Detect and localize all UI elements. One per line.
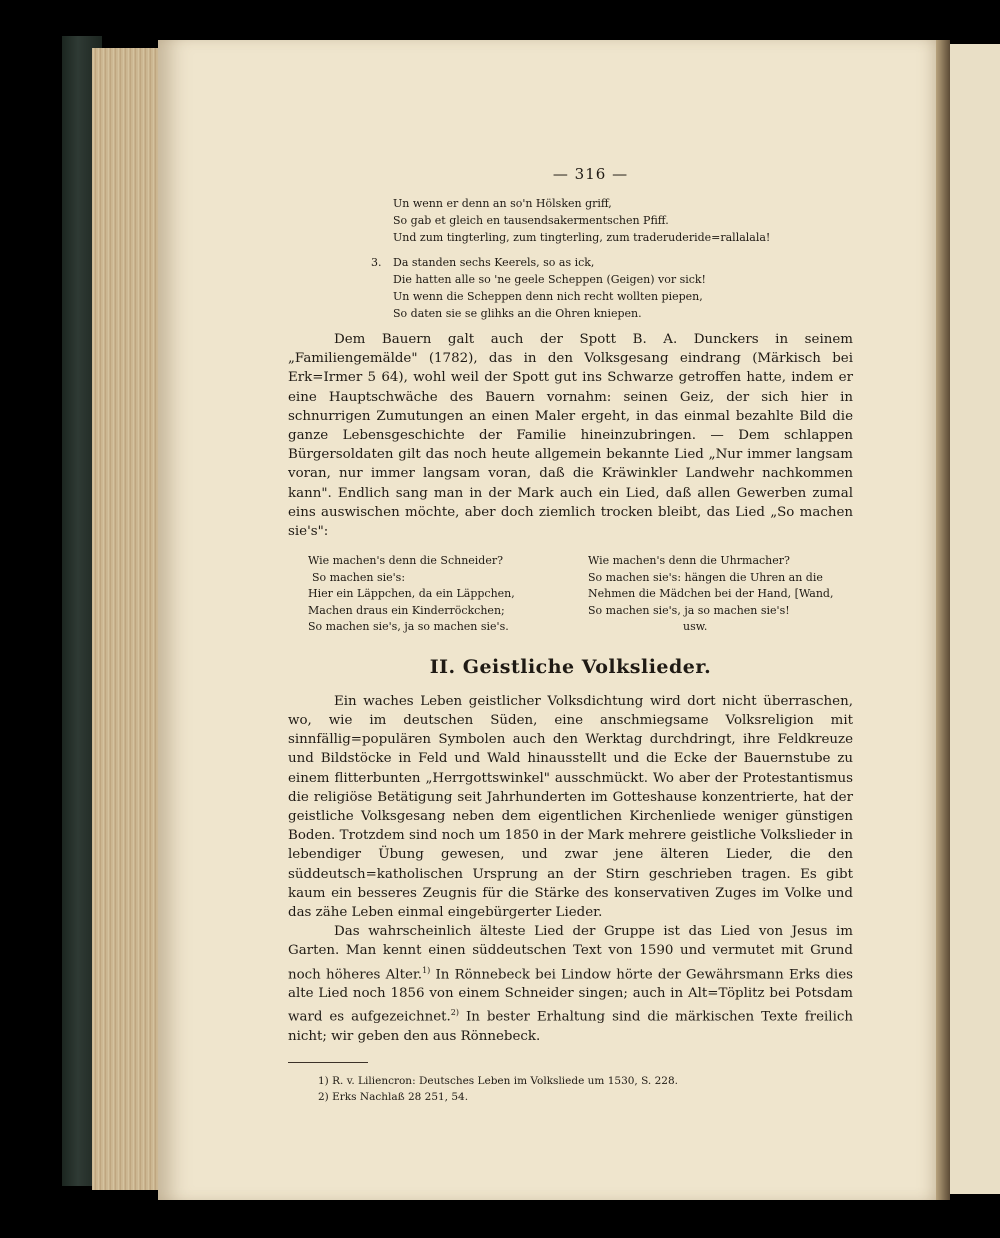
song-line: So machen sie's: hängen die Uhren an die	[588, 570, 823, 584]
song-right-column	[573, 553, 853, 636]
footnote-2: 2) Erks Nachlaß 28 251, 54.	[318, 1091, 469, 1104]
paragraph-1: Dem Bauern galt auch der Spott B. A. Dunckers in seinem „Familiengemälde" (1782), das in den Volksgesang eindrang (Märkisch bei Erk=Irmer 5 64), wohl weil der Spott gut ins Schwarze getroffen hatte, indem er eine Hauptschwäche des Bauern vornahm: seinen Geiz, der sich hier in schnurrigen Zumutungen an einen Maler ergeht, in das einmal bezahlte Bild die ganze Lebensgeschichte der Familie hineinzubringen. — Dem schlappen Bürgersoldaten gilt das noch heute allgemein bekannte Lied „Nur immer langsam voran, nur immer langsam voran, daß die Kräwinkler Landwehr nachkommen kann". Endlich sang man in der Mark auch ein Lied, daß allen Gewerben zumal eins auswischen möchte, aber doch ziemlich trocken bleibt, das Lied „So machen sie's":	[288, 332, 853, 540]
footnote-divider	[288, 1062, 368, 1063]
verse-line: So gab et gleich en tausendsakermentschen Pfiff.	[393, 214, 669, 227]
song-line: Nehmen die Mädchen bei der Hand, [Wand,	[588, 587, 834, 601]
paragraph-3-part: In Rönnebeck bei Lindow hörte der Gewährsmann Erks dies alte Lied noch 1856 von einem Schneider singen; auch in Alt=Töplitz bei Potsdam ward es aufgezeichnet.	[288, 967, 853, 1025]
page-content	[288, 165, 853, 1105]
song-line: So machen sie's:	[312, 570, 406, 584]
song-line: Machen draus ein Kinderröckchen;	[308, 603, 505, 617]
paragraph-3-part: In bester Erhaltung sind die märkischen Texte freilich nicht; wir geben den aus Rönnebeck.	[288, 1009, 853, 1045]
verse-block	[371, 195, 853, 322]
song-line: So machen sie's, ja so machen sie's.	[308, 620, 509, 634]
verse-line: Un wenn er denn an so'n Hölsken griff,	[393, 197, 612, 210]
footnote-1: 1) R. v. Liliencron: Deutsches Leben im Volksliede um 1530, S. 228.	[318, 1075, 678, 1088]
stanza-number: 3.	[371, 256, 382, 269]
song-line: Hier ein Läppchen, da ein Läppchen,	[308, 587, 515, 601]
footnote-ref: 2)	[450, 1008, 459, 1018]
verse-line: So daten sie se glihks an die Ohren kniepen.	[393, 307, 642, 320]
verse-line: Un wenn die Scheppen denn nich recht wollten piepen,	[393, 290, 703, 303]
stanza-1	[393, 195, 853, 246]
stanza-3	[371, 254, 853, 322]
adjacent-page-edge	[950, 44, 1000, 1194]
paragraph-2: Ein waches Leben geistlicher Volksdichtung wird dort nicht überraschen, wo, wie im deutschen Süden, eine anschmiegsame Volksreligion mit sinnfällig=populären Symbolen auch den Werktag durchdringt, ihre Feldkreuze und Bildstöcke in Feld und Wald hinausstellt und die Ecke der Bauernstube zu einem flitterbunten „Herrgottswinkel" ausschmückt. Wo aber der Protestantismus die religiöse Betätigung seit Jahrhunderten im Gotteshause konzentrierte, hat der geistliche Volksgesang neben dem eigentlichen Kirchenliede weniger günstigen Boden. Trotzdem sind noch um 1850 in der Mark mehrere geistliche Volkslieder in lebendiger Übung gewesen, und zwar jene älteren Lieder, die den süddeutsch=katholischen Ursprung an der Stirn geschrieben tragen. Es gibt kaum ein besseres Zeugnis für die Stärke des konservativen Zuges im Volke und das zähe Leben einmal eingebürgerter Lieder.	[288, 693, 853, 920]
song-line: usw.	[683, 620, 708, 634]
song-so-machen-sies	[308, 553, 853, 636]
page-gutter	[936, 40, 950, 1200]
verse-line	[371, 254, 853, 271]
page-edges	[92, 48, 162, 1190]
footnote-ref: 1)	[422, 965, 431, 975]
song-line: So machen sie's, ja so machen sie's!	[588, 603, 790, 617]
section-heading: II. Geistliche Volkslieder.	[429, 655, 712, 678]
verse-line: Und zum tingterling, zum tingterling, zum traderuderide=rallalala!	[393, 231, 771, 244]
paragraph-3	[288, 922, 853, 1046]
paragraph-3-part: Das wahrscheinlich älteste Lied der Gruppe ist das Lied von Jesus im Garten. Man kennt einen süddeutschen Text von 1590 und vermutet mit Grund noch höheres Alter.	[288, 924, 853, 983]
song-line: Wie machen's denn die Schneider?	[308, 554, 504, 568]
song-left-column	[308, 553, 573, 636]
book-page	[158, 40, 940, 1200]
verse-line: Die hatten alle so 'ne geele Scheppen (Geigen) vor sick!	[393, 273, 706, 286]
verse-line-text: Da standen sechs Keerels, so as ick,	[393, 256, 595, 269]
page-number: — 316 —	[552, 165, 629, 183]
song-line: Wie machen's denn die Uhrmacher?	[588, 554, 790, 568]
